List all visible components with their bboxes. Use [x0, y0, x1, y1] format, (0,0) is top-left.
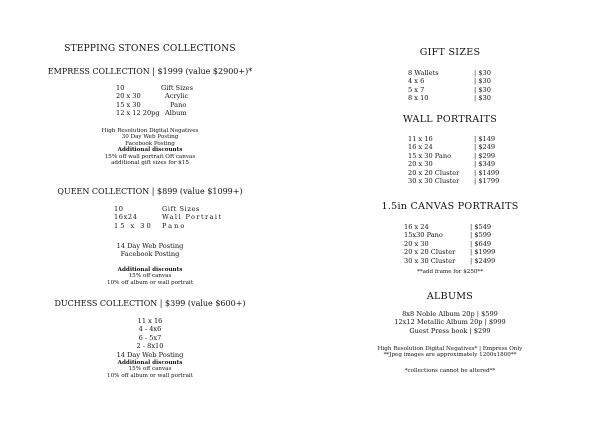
discount-title: Additional discounts: [117, 360, 183, 366]
row-price: | $1999: [470, 248, 496, 257]
row-label: 30 x 30 Cluster: [408, 177, 460, 186]
row-label: 20 x 30: [408, 160, 433, 169]
row-price: | $299: [474, 151, 496, 160]
canvas-frame-note: **add frame for $250**: [416, 269, 484, 275]
wall-portraits-title: WALL PORTRAITS: [402, 114, 498, 125]
wall-portraits-table: [408, 135, 499, 185]
row-label: 4 x 6: [408, 77, 425, 86]
discount-line: 15% off wall portrait OR canvas: [104, 153, 196, 160]
row-label: 15 x 30 Pano: [408, 151, 452, 160]
discount-line: 15% off canvas: [128, 366, 172, 373]
canvas-portraits-title: 1.5in CANVAS PORTRAITS: [381, 201, 519, 212]
row-price: | $349: [474, 160, 496, 169]
item-size: 15 x 30: [116, 100, 141, 109]
empress-heading: EMPRESS COLLECTION | $1999 (value $2900+)*: [47, 67, 253, 76]
row-price: | $549: [470, 223, 492, 231]
row-price: | $249: [474, 143, 496, 152]
collections-note: *collections cannot be altered**: [404, 368, 496, 374]
item-desc: Gift Sizes: [161, 84, 193, 92]
album-line: Guest Press book | $299: [409, 326, 491, 335]
albums-title: ALBUMS: [426, 291, 474, 302]
queen-items: [114, 205, 222, 230]
item-desc: Pano: [162, 221, 187, 230]
item-desc: Wall Portrait: [162, 213, 223, 222]
gift-sizes-title: GIFT SIZES: [419, 47, 481, 58]
duchess-items: [0, 317, 300, 359]
row-label: 20 x 30: [404, 239, 429, 248]
item-desc: Pano: [170, 100, 187, 109]
item-size: 20 x 30: [116, 92, 141, 101]
gift-sizes-table: [408, 69, 491, 103]
discount-line: 10% off album or wall portrait: [107, 372, 193, 379]
row-label: 8 x 10: [408, 94, 429, 103]
queen-heading: QUEEN COLLECTION | $899 (value $1099+): [57, 187, 243, 196]
row-price: | $30: [474, 94, 491, 103]
posting-line: Facebook Posting: [120, 250, 180, 259]
posting-line: 14 Day Web Posting: [116, 350, 184, 359]
item-size: 12 x 12 20pg: [116, 109, 160, 118]
row-price: | $599: [470, 231, 492, 240]
row-label: 11 x 16: [408, 135, 433, 143]
empress-extras: [0, 128, 300, 166]
row-label: 20 x 20 Cluster: [404, 248, 456, 257]
item-size: 16x24: [114, 213, 138, 222]
note-line: High Resolution Digital Negatives* | Empress Only: [377, 346, 523, 352]
albums-notes: [300, 346, 600, 359]
row-price: | $1499: [474, 168, 500, 177]
item-line: 6 - 5x7: [138, 333, 162, 342]
extra-line: 30 Day Web Posting: [121, 134, 179, 141]
row-price: | $30: [474, 77, 491, 86]
discount-line: 10% off album or wall portrait: [107, 279, 193, 286]
row-price: | $30: [474, 69, 491, 77]
item-line: 2 - 8x10: [136, 342, 164, 351]
row-label: 20 x 20 Cluster: [408, 168, 460, 177]
posting-line: 14 Day Web Posting: [116, 242, 184, 250]
item-size: 15 x 30: [114, 221, 153, 230]
albums-list: [300, 310, 600, 335]
row-label: 30 x 30 Cluster: [404, 256, 456, 265]
album-line: 8x8 Noble Album 20p | $599: [402, 310, 498, 318]
discount-title: Additional discounts: [117, 147, 183, 154]
queen-posting: [0, 242, 300, 259]
collections-title: STEPPING STONES COLLECTIONS: [64, 44, 236, 54]
row-label: 5 x 7: [408, 85, 425, 94]
duchess-discounts: [0, 360, 300, 379]
row-price: | $2499: [470, 256, 496, 265]
canvas-portraits-table: [404, 223, 495, 265]
empress-items: [116, 84, 193, 118]
duchess-heading: DUCHESS COLLECTION | $399 (value $600+): [54, 299, 246, 308]
discount-line: additional gift sizes for $15: [111, 160, 189, 167]
row-label: 16 x 24: [404, 223, 429, 231]
row-label: 15x30 Pano: [404, 231, 443, 240]
item-desc: Album: [165, 109, 187, 118]
row-price: | $30: [474, 85, 491, 94]
row-price: | $649: [470, 239, 492, 248]
discount-line: 15% off canvas: [128, 273, 172, 280]
item-line: 11 x 16: [137, 317, 163, 325]
item-size: 10: [116, 84, 125, 92]
row-label: 16 x 24: [408, 143, 433, 152]
item-size: 10: [114, 205, 124, 213]
extra-line: Facebook Posting: [125, 140, 175, 147]
row-price: | $1799: [474, 177, 500, 186]
extra-line: High Resolution Digital Negatives: [101, 128, 199, 134]
item-desc: Acrylic: [165, 92, 189, 101]
discount-title: Additional discounts: [117, 267, 183, 273]
item-line: 4 - 4x6: [138, 325, 162, 334]
queen-discounts: [0, 267, 300, 286]
row-label: 8 Wallets: [408, 69, 439, 77]
row-price: | $149: [474, 135, 496, 143]
album-line: 12x12 Metallic Album 20p | $999: [394, 318, 506, 327]
item-desc: Gift Sizes: [162, 205, 200, 213]
note-line: **Jpeg images are approximately 1200x1800**: [383, 352, 517, 359]
